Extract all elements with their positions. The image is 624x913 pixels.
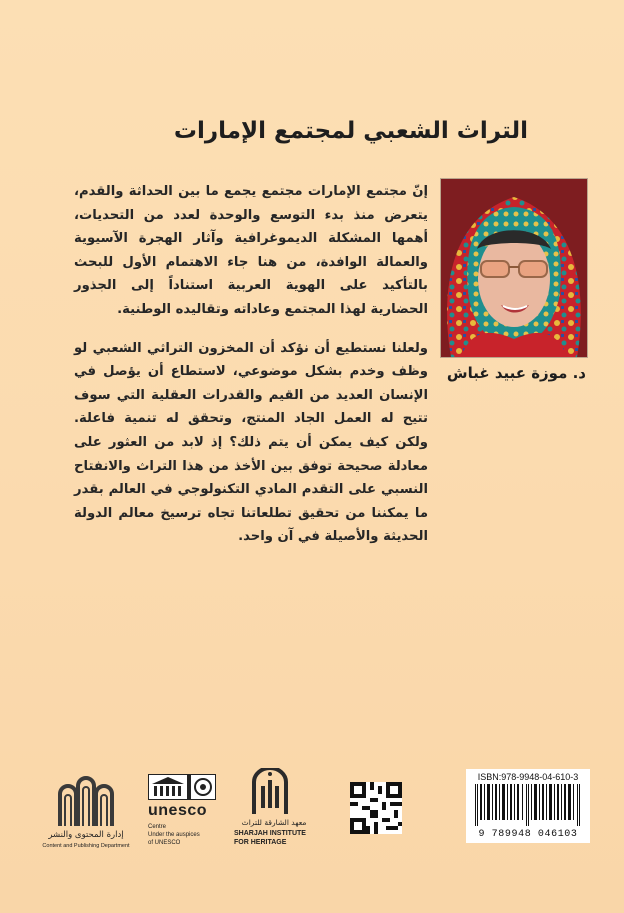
barcode-digits: 9 789948 046103 [478, 829, 578, 840]
unesco-wordmark: unesco [148, 802, 208, 819]
isbn-barcode [466, 769, 590, 843]
heritage-name-en: SHARJAH INSTITUTE [234, 830, 306, 837]
barcode-icon [473, 784, 583, 826]
heritage-name-ar: معهد الشارقة للتراث [241, 818, 307, 827]
author-name: د. موزة عبيد غباش [446, 364, 586, 382]
unesco-logo [148, 774, 218, 854]
heritage-name-en: FOR HERITAGE [234, 839, 287, 846]
content-dept-logo [42, 770, 130, 850]
blurb-paragraph: إنّ مجتمع الإمارات مجتمع يجمع ما بين الحداثة والقدم، يتعرض منذ بدء التوسع والوحدة لعدد من التحديات، أهمها المشكلة الديموغرافية وآثار الهجرة الآسيوية والعمالة الوافدة، من هنا جاء الاهتمام الأول للبحث بالتأكيد على الهوية العربية استناداً إلى الجذور الحضارية لهذا المجتمع وعاداته وتقاليده الوطنية. [74, 184, 428, 317]
blurb-paragraph: ولعلنا نستطيع أن نؤكد أن المخزون التراثي الشعبي لو وظف وخدم بشكل موضوعي، لاستطاع أن يؤصل في الإنسان العديد من القيم والقدرات العقلية التي سوف تتيح له العمل الجاد المنتج، وتحقق له تنمية فاعلة. ولكن كيف يمكن أن يتم ذلك؟ إذ لابد من العثور على معادلة صحيحة توفق بين الأخذ من هذا التراث والانفتاح النسبي على التقدم المادي التكنولوجي في العالم بقدر ما يمكننا من تحقيق تطلعاتنا تجاه ترسيخ معالم الدولة الحديثة والأصيلة في آن واحد. [74, 340, 428, 545]
unesco-temple-icon [148, 774, 216, 800]
unesco-sub-line: Under the auspices [148, 832, 200, 838]
qr-code-icon [350, 782, 402, 834]
unesco-sub-line: Centre [148, 824, 167, 830]
blurb [74, 180, 428, 549]
unesco-sub-line: of UNESCO [148, 840, 181, 846]
author-portrait [440, 178, 588, 358]
isbn-label: ISBN:978-9948-04-610-3 [477, 772, 579, 782]
sharjah-heritage-logo [234, 768, 312, 852]
heritage-emblem-icon [250, 768, 290, 814]
book-title: التراث الشعبي لمجتمع الإمارات [173, 118, 528, 144]
content-dept-name-ar: إدارة المحتوى والنشر [48, 830, 124, 840]
content-dept-name-en: Content and Publishing Department [42, 843, 130, 849]
arches-icon [46, 770, 126, 826]
qr-code [350, 782, 402, 834]
